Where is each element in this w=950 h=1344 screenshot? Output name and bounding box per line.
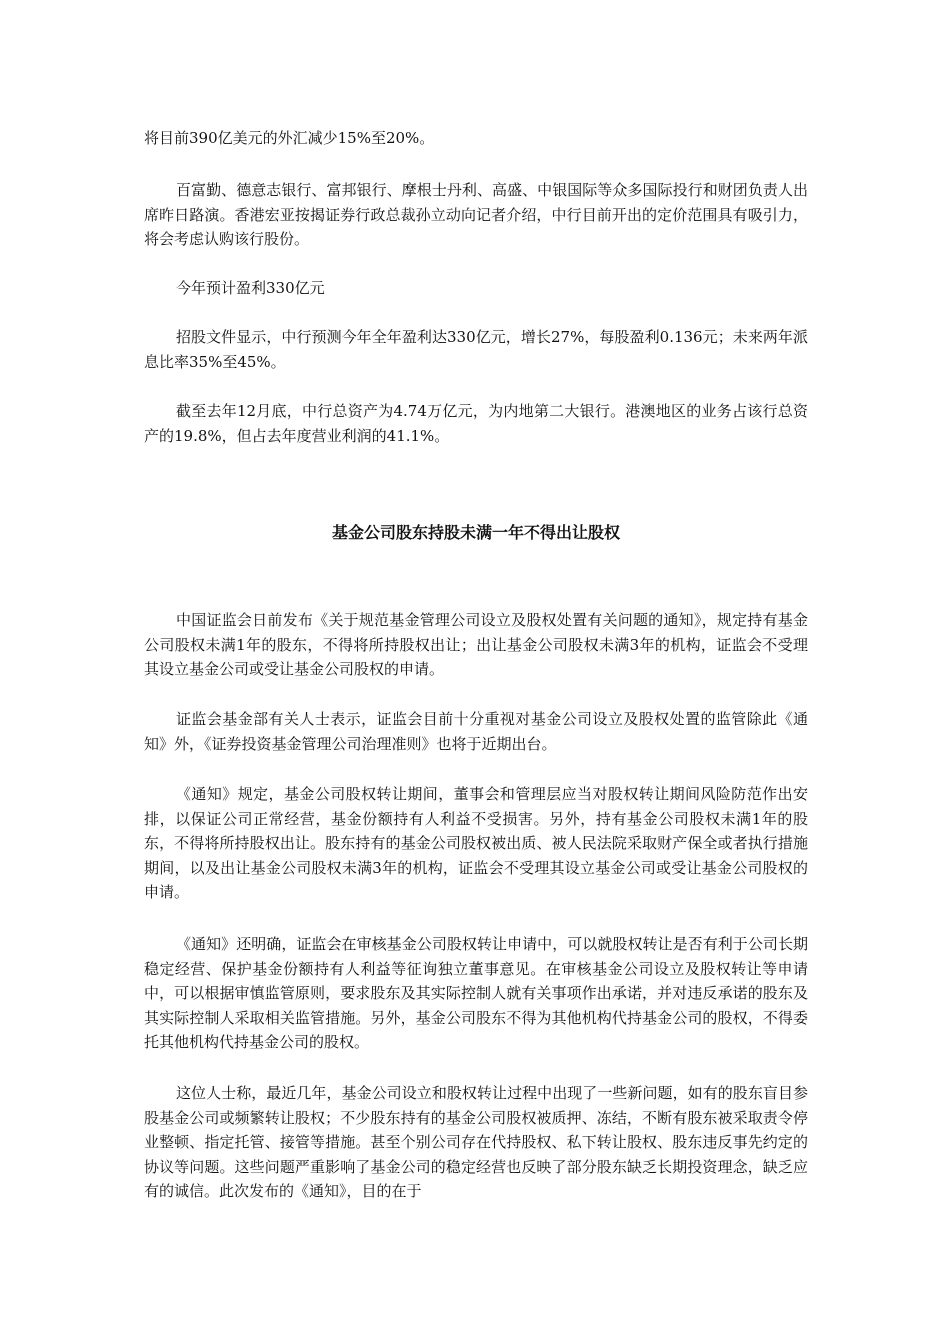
assets-paragraph: 截至去年12月底，中行总资产为4.74万亿元，为内地第二大银行。港澳地区的业务占该行总资产的19.8%，但占去年度营业利润的41.1%。 — [144, 402, 808, 445]
continued-paragraph: 将目前390亿美元的外汇减少15%至20%。 — [144, 129, 435, 147]
profit-subheading: 今年预计盈利330亿元 — [176, 279, 325, 297]
prospectus-paragraph: 招股文件显示，中行预测今年全年盈利达330亿元，增长27%，每股盈利0.136元；未来两年派息比率35%至45%。 — [144, 328, 808, 371]
background-paragraph: 这位人士称，最近几年，基金公司设立和股权转让过程中出现了一些新问题，如有的股东盲目参股基金公司或频繁转让股权；不少股东持有的基金公司股权被质押、冻结，不断有股东被采取责令停业整顿、指定托管、接管等措施。甚至个别公司存在代持股权、私下转让股权、股东违反事先约定的协议等问题。这些问题严重影响了基金公司的稳定经营也反映了部分股东缺乏长期投资理念，缺乏应有的诚信。此次发布的《通知》，目的在于 — [144, 1084, 808, 1200]
notice-rules-paragraph: 《通知》规定，基金公司股权转让期间，董事会和管理层应当对股权转让期间风险防范作出安排，以保证公司正常经营，基金份额持有人利益不受损害。另外，持有基金公司股权未满1年的股东，不得将所持股权出让。股东持有的基金公司股权被出质、被人民法院采取财产保全或者执行措施期间，以及出让基金公司股权未满3年的机构，证监会不受理其设立基金公司或受让基金公司股权的申请。 — [144, 785, 808, 901]
notice-intro-paragraph: 中国证监会日前发布《关于规范基金管理公司设立及股权处置有关问题的通知》，规定持有基金公司股权未满1年的股东，不得将所持股权出让；出让基金公司股权未满3年的机构，证监会不受理其设立基金公司或受让基金公司股权的申请。 — [144, 611, 808, 678]
article-title: 基金公司股东持股未满一年不得出让股权 — [331, 523, 620, 542]
roadshow-paragraph: 百富勤、德意志银行、富邦银行、摩根士丹利、高盛、中银国际等众多国际投行和财团负责人出席昨日路演。香港宏亚按揭证券行政总裁孙立动向记者介绍，中行目前开出的定价范围具有吸引力，将会考虑认购该行股份。 — [144, 181, 808, 248]
notice-clarification-paragraph: 《通知》还明确，证监会在审核基金公司股权转让申请中，可以就股权转让是否有利于公司长期稳定经营、保护基金份额持有人利益等征询独立董事意见。在审核基金公司设立及股权转让等申请中，可以根据审慎监管原则，要求股东及其实际控制人就有关事项作出承诺，并对违反承诺的股东及其实际控制人采取相关监管措施。另外，基金公司股东不得为其他机构代持基金公司的股权，不得委托其他机构代持基金公司的股权。 — [144, 935, 808, 1051]
official-statement-paragraph: 证监会基金部有关人士表示，证监会目前十分重视对基金公司设立及股权处置的监管除此《通知》外，《证券投资基金管理公司治理准则》也将于近期出台。 — [144, 710, 808, 753]
